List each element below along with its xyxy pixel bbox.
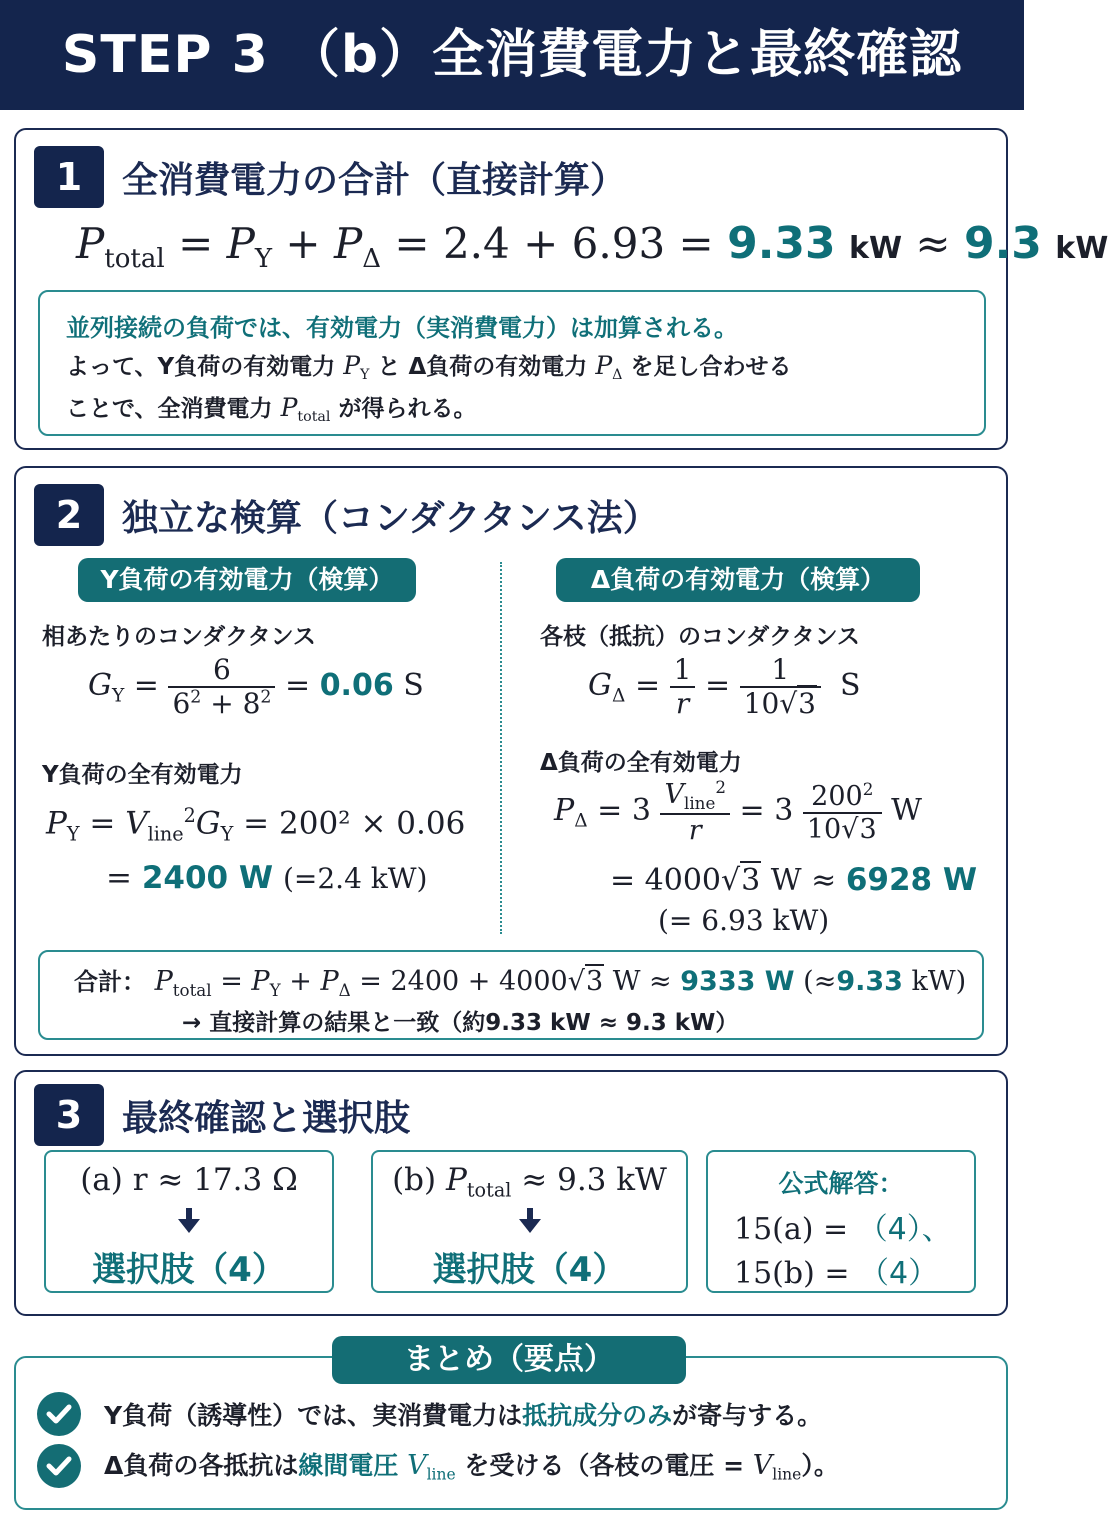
page-title: STEP 3 （b）全消費電力と最終確認 [61,25,963,85]
note-line-1: 並列接続の負荷では、有効電力（実消費電力）は加算される。 [66,314,738,342]
card-b-choice: 選択肢（4） [432,1250,627,1290]
note-text: ことで、全消費電力 [66,396,273,422]
y-power-result-line: = 2400 W (=2.4 kW) [106,860,428,896]
answer-label: 15(a) = [734,1212,858,1247]
note-text: を足し合わせる [630,354,792,380]
fraction-numerator: 6 [168,654,275,688]
delta-power-label: Δ負荷の全有効電力 [540,750,742,776]
y-conductance-label: 相あたりのコンダクタンス [42,624,316,650]
delta-power-equation: $P_\Delta = 3$ $\frac{V_{line}^2}{r}$ = 3 $\frac{200^2}{10√3}$ W [554,777,922,847]
choice-card-b [371,1150,688,1293]
section-number-badge: 2 [34,484,104,546]
delta-load-pill: Δ負荷の有効電力（検算） [556,558,920,602]
equation-values: = 2.4 + 6.93 = [394,219,714,268]
total-result-rounded: 9.3 [963,218,1042,269]
point-text: が寄与する。 [672,1401,823,1430]
delta-conductance-label: 各枝（抵抗）のコンダクタンス [540,624,860,650]
card-b-formula: (b) $P_{total} \approx 9.3$ kW [392,1162,667,1202]
point-text: Δ負荷の各抵抗は [104,1451,299,1480]
y-conductance-equation: $G_Y$ = $\frac{6}{6^2 + 8^2}$ = 0.06 S [88,653,424,721]
point-text: ）。 [801,1451,839,1480]
point-highlight: 抵抗成分のみ [522,1401,673,1430]
total-power-equation: $P_{total} = P_Y + P_\Delta = 2.4 + 6.93 = 9.33$ kW ≈ 9.3 kW [76,218,1108,275]
y-conductance-result: 0.06 [319,668,394,704]
point-text: を受ける（各枝の電圧 = [464,1451,745,1480]
check-icon [37,1392,81,1436]
down-arrow-icon [518,1208,542,1238]
note-text: が得られる。 [338,396,477,422]
card-a-choice: 選択肢（4） [92,1250,286,1290]
total-label: 合計： [74,968,146,996]
delta-conductance-equation: $G_\Delta$ = $\frac{1}{r}$ = $\frac{1}{10√3}$ S [588,653,861,721]
explanation-note [38,290,986,436]
summary-title: まとめ（要点） [332,1336,686,1384]
section-verification [14,466,1008,1056]
answer-title: 公式解答： [778,1169,904,1198]
section-number-badge: 3 [34,1084,104,1146]
choice-card-a [44,1150,334,1293]
check-icon [37,1444,81,1488]
point-text: Y負荷（誘導性）では、実消費電力は [104,1401,523,1430]
card-b-value: ≈ 9.3 kW [521,1162,667,1198]
y-power-expr: = 200² × 0.06 [243,805,466,842]
section-title: 最終確認と選択肢 [122,1098,411,1139]
unit-kw: kW [849,231,903,266]
verification-check-line: → 直接計算の結果と一致（約9.33 kW ≈ 9.3 kW） [182,1010,739,1036]
y-power-label: Y負荷の全有効電力 [42,762,243,788]
delta-power-result: 6928 W [845,862,978,898]
section-number-badge: 1 [34,146,104,208]
answer-label: 15(b) = [734,1256,859,1291]
y-load-pill: Y負荷の有効電力（検算） [78,558,416,602]
verification-total-equation: 合計： $P_{total} = P_Y + P_\Delta = 2400 + 4000√3$ W ≈ 9333 W (≈9.33 kW) [74,966,967,1000]
y-power-result: 2400 W [141,860,274,896]
total-result-exact: 9.33 [727,218,836,269]
approx-sign: ≈ [915,219,951,268]
note-text: よって、Y負荷の有効電力 [66,354,336,380]
section-title: 全消費電力の合計（直接計算） [122,160,627,201]
summary-point-1 [104,1396,822,1432]
header-bar [0,0,1024,110]
point-highlight: 線間電圧 [298,1451,399,1480]
verification-total-box [38,950,984,1040]
unit-kw: kW [1055,231,1108,266]
y-power-kw: (=2.4 kW) [282,862,428,895]
official-answer-card [706,1150,976,1293]
note-line-2: よって、Y負荷の有効電力 $P_Y$ と Δ負荷の有効電力 $P_\Delta$ を足し合わせる [66,351,792,383]
answer-line-1 [734,1204,952,1248]
delta-power-kw: (= 6.93 kW) [658,904,830,937]
note-text: と Δ負荷の有効電力 [377,354,588,380]
section-title: 独立な検算（コンダクタンス法） [122,498,659,539]
summary-point-2: Δ負荷の各抵抗は線間電圧 $V_{line}$ を受ける（各枝の電圧 = $V_{line}$）。 [104,1450,839,1484]
verification-total-kw: 9.33 [836,966,903,997]
delta-power-result-line: = 4000√3 W ≈ 6928 W [610,862,978,898]
column-divider [500,562,502,934]
y-power-equation: $P_Y = V_{line}^2G_Y = 200^2 \times 0.06$ [46,804,466,846]
section-total-power [14,128,1108,450]
down-arrow-icon [177,1208,201,1238]
answer-line-2 [734,1248,938,1292]
verification-total-result: 9333 W [680,966,795,997]
card-a-formula: (a) r ≈ 17.3 Ω [80,1162,298,1198]
answer-value: （4）、 [857,1212,952,1247]
answer-value: （4） [859,1256,939,1291]
note-line-3: ことで、全消費電力 $P_{total}$ が得られる。 [66,393,477,425]
